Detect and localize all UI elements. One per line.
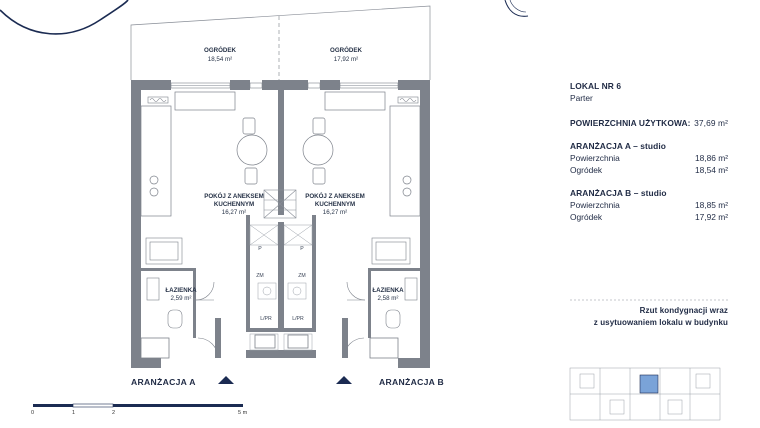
variant-b-row xyxy=(570,212,728,222)
shaft-p-b: P xyxy=(300,246,304,252)
scale-tick: 2 xyxy=(112,410,116,416)
dining-sets xyxy=(237,118,333,184)
bath-a-area: 2,59 m² xyxy=(170,295,192,302)
garden-b-label: OGRÓDEK xyxy=(330,47,362,54)
usable-area-row xyxy=(570,118,728,128)
variant-b-row-value: 18,85 m² xyxy=(694,200,728,210)
shaft-zm-b: ZM xyxy=(298,273,306,279)
bath-b-area: 2,58 m² xyxy=(377,295,399,302)
variant-b-label: ARANŻACJA B xyxy=(379,377,445,387)
bath-b-label: ŁAZIENKA xyxy=(372,287,404,294)
room-a-area: 16,27 m² xyxy=(221,209,247,216)
room-b-line2: KUCHENNYM xyxy=(314,201,356,208)
logo-mark xyxy=(505,0,528,16)
key-plan-caption-line2: z usytuowaniem lokalu w budynku xyxy=(593,318,728,327)
variant-b-row-label: Ogródek xyxy=(570,212,603,222)
scale-tick: 1 xyxy=(72,410,76,416)
shaft-lpr-a: L/PR xyxy=(260,316,272,322)
logo-curve xyxy=(0,0,128,34)
usable-area-label: POWIERZCHNIA UŻYTKOWA: xyxy=(570,118,691,128)
variant-a-row xyxy=(570,165,728,175)
variant-a-row-label: Powierzchnia xyxy=(570,153,620,163)
variant-a-row-value: 18,86 m² xyxy=(694,153,728,163)
floor-label: Parter xyxy=(570,93,593,103)
variant-a-row-label: Ogródek xyxy=(570,165,603,175)
scale-tick: 5 m xyxy=(238,410,248,416)
variant-b-title: ARANŻACJA B – studio xyxy=(570,188,667,198)
garden-b-area: 17,92 m² xyxy=(333,56,359,63)
key-plan-caption-line1: Rzut kondygnacji wraz xyxy=(639,306,728,315)
room-a-line1: POKÓJ Z ANEKSEM xyxy=(204,193,264,200)
shaft-lpr-b: L/PR xyxy=(292,316,304,322)
shaft-zm-a: ZM xyxy=(256,273,264,279)
lokal-title: LOKAL NR 6 xyxy=(570,81,622,91)
variant-b-row xyxy=(570,200,728,210)
variant-a-label: ARANŻACJA A xyxy=(131,377,196,387)
shaft-p-a: P xyxy=(258,246,262,252)
garden-a-area: 18,54 m² xyxy=(207,56,233,63)
garden-a-label: OGRÓDEK xyxy=(204,47,236,54)
variant-b-row-value: 17,92 m² xyxy=(694,212,728,222)
scale-tick: 0 xyxy=(31,410,35,416)
usable-area-value: 37,69 m² xyxy=(694,118,728,128)
bath-a-label: ŁAZIENKA xyxy=(165,287,197,294)
room-a-line2: KUCHENNYM xyxy=(213,201,255,208)
key-plan-highlight xyxy=(640,375,658,393)
variant-b-row-label: Powierzchnia xyxy=(570,200,620,210)
room-b-line1: POKÓJ Z ANEKSEM xyxy=(305,193,365,200)
variant-a-row xyxy=(570,153,728,163)
entrance-arrows xyxy=(218,376,352,384)
garden-outline xyxy=(131,6,430,80)
variant-a-row-value: 18,54 m² xyxy=(694,165,728,175)
room-b-area: 16,27 m² xyxy=(322,209,348,216)
scale-bar xyxy=(33,404,243,407)
shaft-dividers xyxy=(278,222,284,328)
variant-a-title: ARANŻACJA A – studio xyxy=(570,141,666,151)
